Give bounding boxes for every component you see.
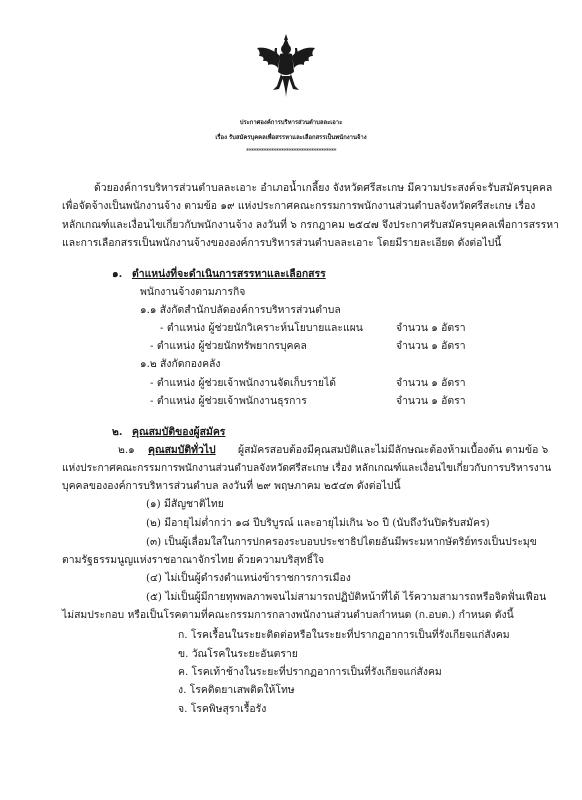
announcement-subject: เรื่อง รับสมัครบุคคลเพื่อสรรหาและเลือกสรรเป็นพนักงานจ้าง [215,134,367,141]
position-name: - ตำแหน่ง ผู้ช่วยเจ้าพนักงานจัดเก็บรายได้ [150,377,336,389]
position-name: - ตำแหน่ง ผู้ช่วยนักทรัพยากรบุคคล [150,340,307,352]
group-1-label: ๑.๑ สังกัดสำนักปลัดองค์การบริหารส่วนตำบล [140,304,341,316]
intro-line-3: หลักเกณฑ์และเงื่อนไขเกี่ยวกับพนักงานจ้าง ลงวันที่ ๖ กรกฎาคม ๒๕๔๗ จึงประกาศรับสมัครบุคคลเพื่อการสรรหา [62,219,559,231]
qualification-line: แห่งประกาศคณะกรรมการพนักงานส่วนตำบลจังหวัดศรีสะเกษ เรื่อง หลักเกณฑ์และเงื่อนไขเกี่ยวกับการบริหารงาน [62,463,552,474]
title-divider: ************************************ [246,148,336,155]
qualification-item: (๔) ไม่เป็นผู้ดำรงตำแหน่งข้าราชการการเมือง [146,572,351,584]
section2-heading: คุณสมบัติของผู้สมัคร [132,426,226,438]
section2-number: ๒. [112,426,123,438]
disease-item: ค. โรคเท้าช้างในระยะที่ปรากฏอาการเป็นที่รังเกียจแก่สังคม [178,666,442,678]
group-2-label: ๑.๒ สังกัดกองคลัง [140,358,221,370]
employee-type-label: พนักงานจ้างตามภารกิจ [140,286,246,298]
disease-item: ง. โรคติดยาเสพติดให้โทษ [178,684,295,696]
subsection-heading: คุณสมบัติทั่วไป [148,444,216,456]
section1-number: ๑. [112,268,123,280]
qualification-item-continuation: ตามรัฐธรรมนูญแห่งราชอาณาจักรไทย ด้วยความบริสุทธิ์ใจ [62,554,325,566]
garuda-emblem-icon [251,32,321,102]
qualification-line: บุคคลขององค์การบริหารส่วนตำบล ลงวันที่ ๒๙ พฤษภาคม ๒๕๔๓ ดังต่อไปนี้ [62,480,401,492]
qualification-item: (๒) มีอายุไม่ต่ำกว่า ๑๘ ปีบริบูรณ์ และอายุไม่เกิน ๖๐ ปี (นับถึงวันปิดรับสมัคร) [146,517,490,529]
position-amount: จำนวน ๑ อัตรา [396,340,466,352]
qualification-item: (๑) มีสัญชาติไทย [146,498,224,510]
position-amount: จำนวน ๑ อัตรา [396,377,466,389]
qualification-line: ผู้สมัครสอบต้องมีคุณสมบัติและไม่มีลักษณะต้องห้ามเบื้องต้น ตามข้อ ๖ [238,444,549,456]
qualification-item: (๓) เป็นผู้เลื่อมใสในการปกครองระบอบประชาธิปไตยอันมีพระมหากษัตริย์ทรงเป็นประมุข [146,536,537,548]
disease-item: ข. วัณโรคในระยะอันตราย [178,648,298,660]
subsection-number: ๒.๑ [118,444,135,456]
qualification-item-continuation: ไม่สมประกอบ หรือเป็นโรคตามที่คณะกรรมการกลางพนักงานส่วนตำบลกำหนด (ก.อบต.) กำหนด ดังนี้ [62,609,514,621]
disease-item: ก. โรคเรื้อนในระยะติดต่อหรือในระยะที่ปรากฏอาการเป็นที่รังเกียจแก่สังคม [178,629,510,641]
position-amount: จำนวน ๑ อัตรา [396,395,466,407]
intro-line-4: และการเลือกสรรเป็นพนักงานจ้างขององค์การบริหารส่วนตำบลละเอาะ โดยมีรายละเอียด ดังต่อไปนี้ [62,237,502,249]
position-amount: จำนวน ๑ อัตรา [396,322,466,334]
position-name: - ตำแหน่ง ผู้ช่วยนักวิเคราะห์นโยบายและแผน [160,322,363,334]
disease-item: จ. โรคพิษสุราเรื้อรัง [178,703,267,715]
qualification-item: (๕) ไม่เป็นผู้มีกายทุพพลภาพจนไม่สามารถปฏิบัติหน้าที่ได้ ไร้ความสามารถหรือจิตฟั่นเฟือน [146,591,547,603]
intro-line-2: เพื่อจัดจ้างเป็นพนักงานจ้าง ตามข้อ ๑๙ แห่งประกาศคณะกรรมการพนักงานส่วนตำบลจังหวัดศรีสะเกษ เรื่อง [62,200,536,212]
announcement-title: ประกาศองค์การบริหารส่วนตำบลละเอาะ [239,119,343,126]
intro-line-1: ด้วยองค์การบริหารส่วนตำบลละเอาะ อำเภอน้ำเกลี้ยง จังหวัดศรีสะเกษ มีความประสงค์จะรับสมัครบุคคล [94,182,553,194]
position-name: - ตำแหน่ง ผู้ช่วยเจ้าพนักงานธุรการ [150,395,307,407]
section1-heading: ตำแหน่งที่จะดำเนินการสรรหาและเลือกสรร [132,268,326,280]
